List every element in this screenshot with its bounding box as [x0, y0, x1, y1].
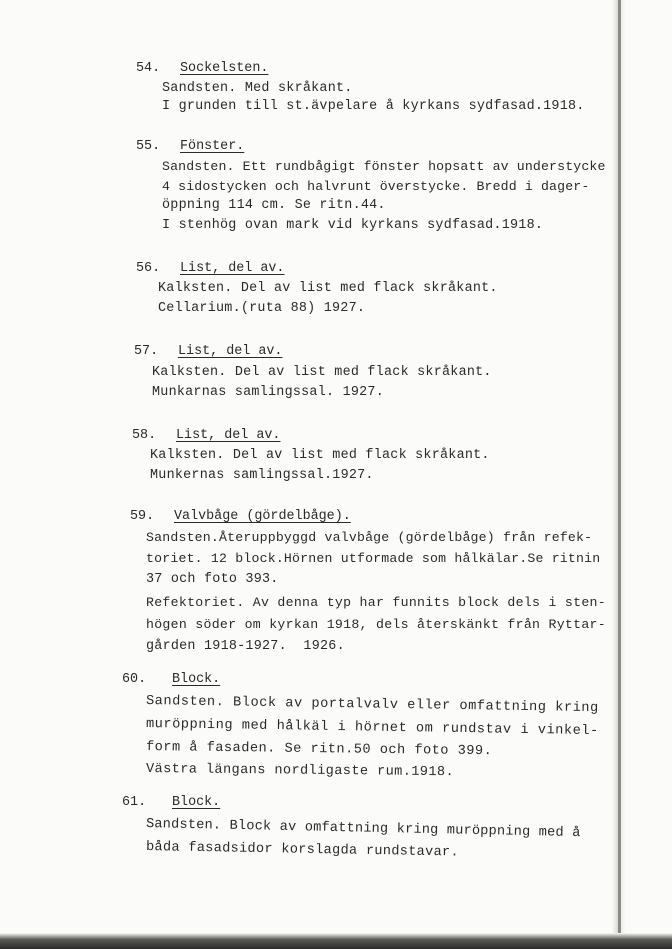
- entry-line: Kalksten. Del av list med flack skråkant.: [152, 365, 492, 380]
- entry-line: 37 och foto 393.: [146, 572, 279, 587]
- entry-number: 57.: [134, 344, 159, 359]
- entry-line: toriet. 12 block.Hörnen utformade som hålkälar.Se ritnin: [146, 551, 601, 566]
- entry-line: Västra längans nordligaste rum.1918.: [145, 762, 455, 781]
- entry-line: Refektoriet. Av denna typ har funnits block dels i sten-: [146, 595, 606, 610]
- entry-title: List, del av.: [178, 344, 283, 359]
- entry-title: List, del av.: [176, 428, 281, 443]
- entry-line: Kalksten. Del av list med flack skråkant.: [150, 448, 490, 463]
- entry-line: högen söder om kyrkan 1918, dels återskänkt från Ryttar-: [146, 617, 606, 632]
- entry-number: 56.: [136, 261, 161, 276]
- entry-line: Munkernas samlingssal.1927.: [150, 468, 374, 483]
- entry-line: Kalksten. Del av list med flack skråkant.: [158, 281, 498, 296]
- entry-line: Sandsten. Block av omfattning kring muröppning med å: [145, 817, 581, 842]
- page-bottom-edge: [0, 933, 672, 949]
- entry-line: Munkarnas samlingssal. 1927.: [152, 385, 384, 400]
- entry-line: I grunden till st.ävpelare å kyrkans sydfasad.1918.: [162, 99, 585, 114]
- entry-line: Sandsten. Med skråkant.: [162, 81, 353, 96]
- entry-line: 4 sidostycken och halvrunt överstycke. Bredd i dager-: [162, 179, 590, 194]
- entry-line: Cellarium.(ruta 88) 1927.: [158, 301, 366, 316]
- entry-line: öppning 114 cm. Se ritn.44.: [162, 198, 386, 213]
- entry-line: I stenhög ovan mark vid kyrkans sydfasad.1918.: [162, 218, 544, 233]
- entry-line: Sandsten. Ett rundbågigt fönster hopsatt av understycke: [162, 159, 606, 174]
- entry-title: Block.: [172, 672, 221, 687]
- entry-line: Sandsten. Block av portalvalv eller omfattning kring: [145, 694, 599, 717]
- entry-number: 61.: [122, 795, 147, 810]
- entry-title: Valvbåge (gördelbåge).: [174, 509, 351, 524]
- entry-line: Sandsten.Återuppbyggd valvbåge (gördelbåge) från refek-: [146, 530, 593, 545]
- entry-title: Fönster.: [180, 139, 245, 154]
- entry-number: 60.: [122, 672, 147, 687]
- entry-line: båda fasadsidor korslagda rundstavar.: [145, 840, 460, 861]
- entry-line: gården 1918-1927. 1926.: [146, 639, 345, 654]
- entry-title: Block.: [172, 795, 221, 810]
- entry-line: muröppning med hålkäl i hörnet om rundstav i vinkel-: [145, 717, 599, 740]
- entry-line: form å fasaden. Se ritn.50 och foto 399.: [145, 740, 493, 760]
- entry-number: 58.: [132, 428, 157, 443]
- entry-title: List, del av.: [180, 261, 285, 276]
- page-edge-line: [618, 0, 621, 949]
- entry-number: 54.: [136, 61, 161, 76]
- entry-number: 59.: [130, 509, 155, 524]
- entry-number: 55.: [136, 139, 161, 154]
- entry-title: Sockelsten.: [180, 61, 269, 76]
